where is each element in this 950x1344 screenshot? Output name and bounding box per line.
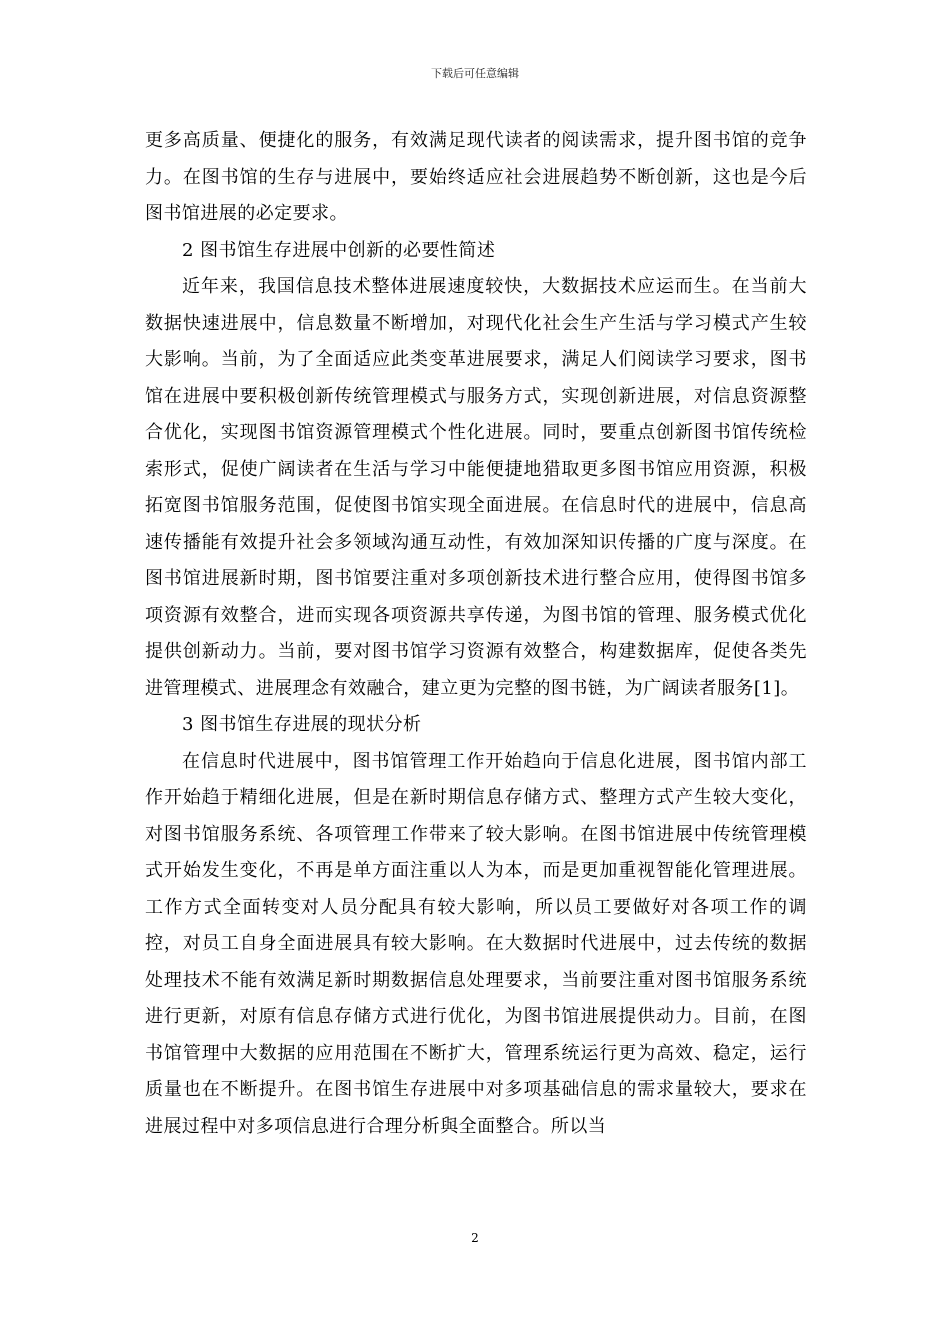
paragraph-continuation: 更多高质量、便捷化的服务，有效满足现代读者的阅读需求，提升图书馆的竞争力。在图书馆的生存与进展中，要始终适应社会进展趋势不断创新，这也是今后图书馆进展的必定要求。 xyxy=(145,130,807,224)
paragraph-status: 在信息时代进展中，图书馆管理工作开始趋向于信息化进展，图书馆内部工作开始趋于精细化进展，但是在新时期信息存储方式、整理方式产生较大变化，对图书馆服务系统、各项管理工作带来了较大影响。在图书馆进展中传统管理模式开始发生变化，不再是单方面注重以人为本，而是更加重视智能化管理进展。工作方式全面转变对人员分配具有较大影响，所以员工要做好对各项工作的调控，对员工自身全面进展具有较大影响。在大数据时代进展中，过去传统的数据处理技术不能有效满足新时期数据信息处理要求，当前要注重对图书馆服务系统进行更新，对原有信息存储方式进行优化，为图书馆进展提供动力。目前，在图书馆管理中大数据的应用范围在不断扩大，管理系统运行更为高效、稳定，运行质量也在不断提升。在图书馆生存进展中对多项基础信息的需求量较大，要求在进展过程中对多项信息进行合理分析與全面整合。所以当 xyxy=(145,750,807,1137)
section-heading-2: 2 图书馆生存进展中创新的必要性简述 xyxy=(182,239,496,261)
document-body xyxy=(145,123,807,1145)
page-header: 下载后可任意编辑 xyxy=(431,67,519,80)
section-heading-3: 3 图书馆生存进展的现状分析 xyxy=(182,714,422,735)
paragraph-necessity: 近年来，我国信息技术整体进展速度较快，大数据技术应运而生。在当前大数据快速进展中，信息数量不断增加，对现代化社会生产生活与学习模式产生较大影响。当前，为了全面适应此类变革进展要求，满足人们阅读学习要求，图书馆在进展中要积极创新传统管理模式与服务方式，实现创新进展，对信息资源整合优化，实现图书馆资源管理模式个性化进展。同时，要重点创新图书馆传统检索形式，促使广阔读者在生活与学习中能便捷地猎取更多图书馆应用资源，积极拓宽图书馆服务范围，促使图书馆实现全面进展。在信息时代的进展中，信息高速传播能有效提升社会多领域沟通互动性，有效加深知识传播的广度与深度。在图书馆进展新时期，图书馆要注重对多项创新技术进行整合应用，使得图书馆多项资源有效整合，进而实现各项资源共享传递，为图书馆的管理、服务模式优化提供创新动力。当前，要对图书馆学习资源有效整合，构建数据库，促使各类先进管理模式、进展理念有效融合，建立更为完整的图书链，为广阔读者服务[1]。 xyxy=(145,276,807,699)
page-number: 2 xyxy=(471,1231,479,1245)
